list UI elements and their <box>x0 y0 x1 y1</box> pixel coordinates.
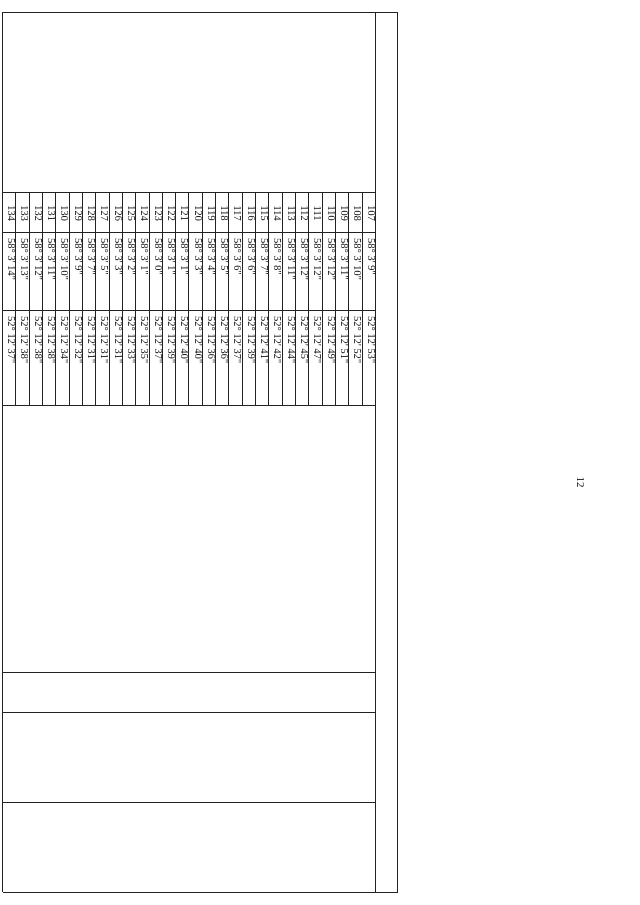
geo-row-number: 108 <box>351 205 363 221</box>
geo-row-number: 126 <box>111 205 123 221</box>
geo-row-longitude: 52° 12' 34" <box>58 316 70 364</box>
geo-row-latitude: 58° 3' 12" <box>311 238 323 280</box>
geo-row-latitude: 58° 3' 1" <box>138 238 150 275</box>
geo-row-number: 121 <box>178 205 190 221</box>
geo-row-longitude: 52° 12' 38" <box>31 316 43 364</box>
geo-row-latitude: 58° 3' 5" <box>218 238 230 275</box>
geo-row-number: 119 <box>204 205 216 221</box>
geo-row-latitude: 58° 3' 6" <box>231 238 243 275</box>
geo-row-latitude: 58° 3' 9" <box>364 238 376 275</box>
table-vline <box>3 232 376 233</box>
geo-row-longitude: 52° 12' 51" <box>338 316 350 364</box>
geo-row-latitude: 58° 3' 4" <box>204 238 216 275</box>
geo-row-number: 109 <box>338 205 350 221</box>
table-vline <box>3 672 376 673</box>
geo-row-longitude: 52° 12' 49" <box>324 316 336 364</box>
geo-row-number: 110 <box>324 205 336 221</box>
geo-row-longitude: 52° 12' 31" <box>84 316 96 364</box>
geo-row-latitude: 58° 3' 13" <box>18 238 30 280</box>
geo-row-longitude: 52° 12' 31" <box>98 316 110 364</box>
table-hline <box>2 12 3 892</box>
geo-row-number: 114 <box>271 205 283 221</box>
coordinates-table <box>3 12 398 892</box>
geo-row-number: 113 <box>284 205 296 221</box>
geo-row-latitude: 58° 3' 9" <box>71 238 83 275</box>
geo-row-latitude: 58° 3' 1" <box>164 238 176 275</box>
geo-row-number: 124 <box>138 205 150 221</box>
geo-row-latitude: 58° 3' 11" <box>284 238 296 280</box>
geo-row-number: 130 <box>58 205 70 221</box>
geo-row-longitude: 52° 12' 35" <box>138 316 150 364</box>
geo-row-longitude: 52° 12' 37" <box>5 316 17 364</box>
rotated-table <box>3 12 398 892</box>
geo-row-longitude: 52° 12' 44" <box>284 316 296 364</box>
geo-row-number: 117 <box>231 205 243 221</box>
geo-row-longitude: 52° 12' 37" <box>231 316 243 364</box>
geo-row-longitude: 52° 12' 38" <box>45 316 56 364</box>
geo-row-number: 112 <box>298 205 310 221</box>
geo-row-longitude: 52° 12' 37" <box>151 316 163 364</box>
table-vline <box>3 712 376 713</box>
geo-row-latitude: 58° 3' 11" <box>45 238 56 280</box>
geo-row-longitude: 52° 12' 39" <box>164 316 176 364</box>
geo-row-latitude: 58° 3' 10" <box>351 238 363 280</box>
geo-row-latitude: 58° 3' 6" <box>244 238 256 275</box>
geo-row-longitude: 52° 12' 52" <box>351 316 363 364</box>
geo-row-number: 111 <box>311 205 323 221</box>
geo-row-latitude: 58° 3' 10" <box>58 238 70 280</box>
geo-row-longitude: 52° 12' 31" <box>111 316 123 364</box>
page-number: 12 <box>574 476 586 488</box>
geo-row-latitude: 58° 3' 12" <box>31 238 43 280</box>
geo-row-number: 118 <box>218 205 230 221</box>
geo-row-number: 107 <box>364 205 376 221</box>
geo-row-latitude: 58° 3' 5" <box>98 238 110 275</box>
geo-row-number: 128 <box>84 205 96 221</box>
table-vline <box>3 802 376 803</box>
geo-row-longitude: 52° 12' 32" <box>71 316 83 364</box>
geo-row-latitude: 58° 3' 7" <box>258 238 270 275</box>
geo-row-latitude: 58° 3' 1" <box>178 238 190 275</box>
table-vline <box>3 192 376 193</box>
geo-row-number: 123 <box>151 205 163 221</box>
geo-row-number: 133 <box>18 205 30 221</box>
geo-row-latitude: 58° 3' 2" <box>124 238 136 275</box>
geo-row-longitude: 52° 12' 45" <box>298 316 310 364</box>
geo-row-number: 131 <box>45 205 56 221</box>
geo-row-number: 122 <box>164 205 176 221</box>
geo-row-longitude: 52° 12' 42" <box>271 316 283 364</box>
geo-row-longitude: 52° 12' 36" <box>218 316 230 364</box>
geo-row-longitude: 52° 12' 40" <box>191 316 203 364</box>
geo-row-number: 132 <box>31 205 43 221</box>
table-vline <box>3 12 398 13</box>
geo-row-latitude: 58° 3' 0" <box>151 238 163 275</box>
geo-row-number: 115 <box>258 205 270 221</box>
geo-row-number: 125 <box>124 205 136 221</box>
geo-row-number: 134 <box>5 205 17 221</box>
geo-row-latitude: 58° 3' 14" <box>5 238 17 280</box>
table-hline <box>397 12 398 892</box>
table-hline <box>375 12 376 892</box>
geo-row-longitude: 52° 12' 39" <box>244 316 256 364</box>
geo-row-number: 120 <box>191 205 203 221</box>
geo-row-latitude: 58° 3' 3" <box>191 238 203 275</box>
table-vline <box>3 892 398 893</box>
table-vline <box>3 405 376 406</box>
geo-row-longitude: 52° 12' 40" <box>178 316 190 364</box>
geo-row-number: 116 <box>244 205 256 221</box>
geo-row-latitude: 58° 3' 7" <box>84 238 96 275</box>
geo-row-latitude: 58° 3' 3" <box>111 238 123 275</box>
geo-row-longitude: 52° 12' 38" <box>18 316 30 364</box>
geo-row-longitude: 52° 12' 33" <box>124 316 136 364</box>
geo-row-longitude: 52° 12' 47" <box>311 316 323 364</box>
table-vline <box>3 310 376 311</box>
geo-row-longitude: 52° 12' 36" <box>204 316 216 364</box>
geo-row-longitude: 52° 12' 53" <box>364 316 376 364</box>
geo-row-latitude: 58° 3' 12" <box>298 238 310 280</box>
geo-row-latitude: 58° 3' 11" <box>338 238 350 280</box>
geo-row-latitude: 58° 3' 12" <box>324 238 336 280</box>
geo-row-latitude: 58° 3' 8" <box>271 238 283 275</box>
geo-row-longitude: 52° 12' 41" <box>258 316 270 364</box>
geo-row-number: 127 <box>98 205 110 221</box>
geo-row-number: 129 <box>71 205 83 221</box>
